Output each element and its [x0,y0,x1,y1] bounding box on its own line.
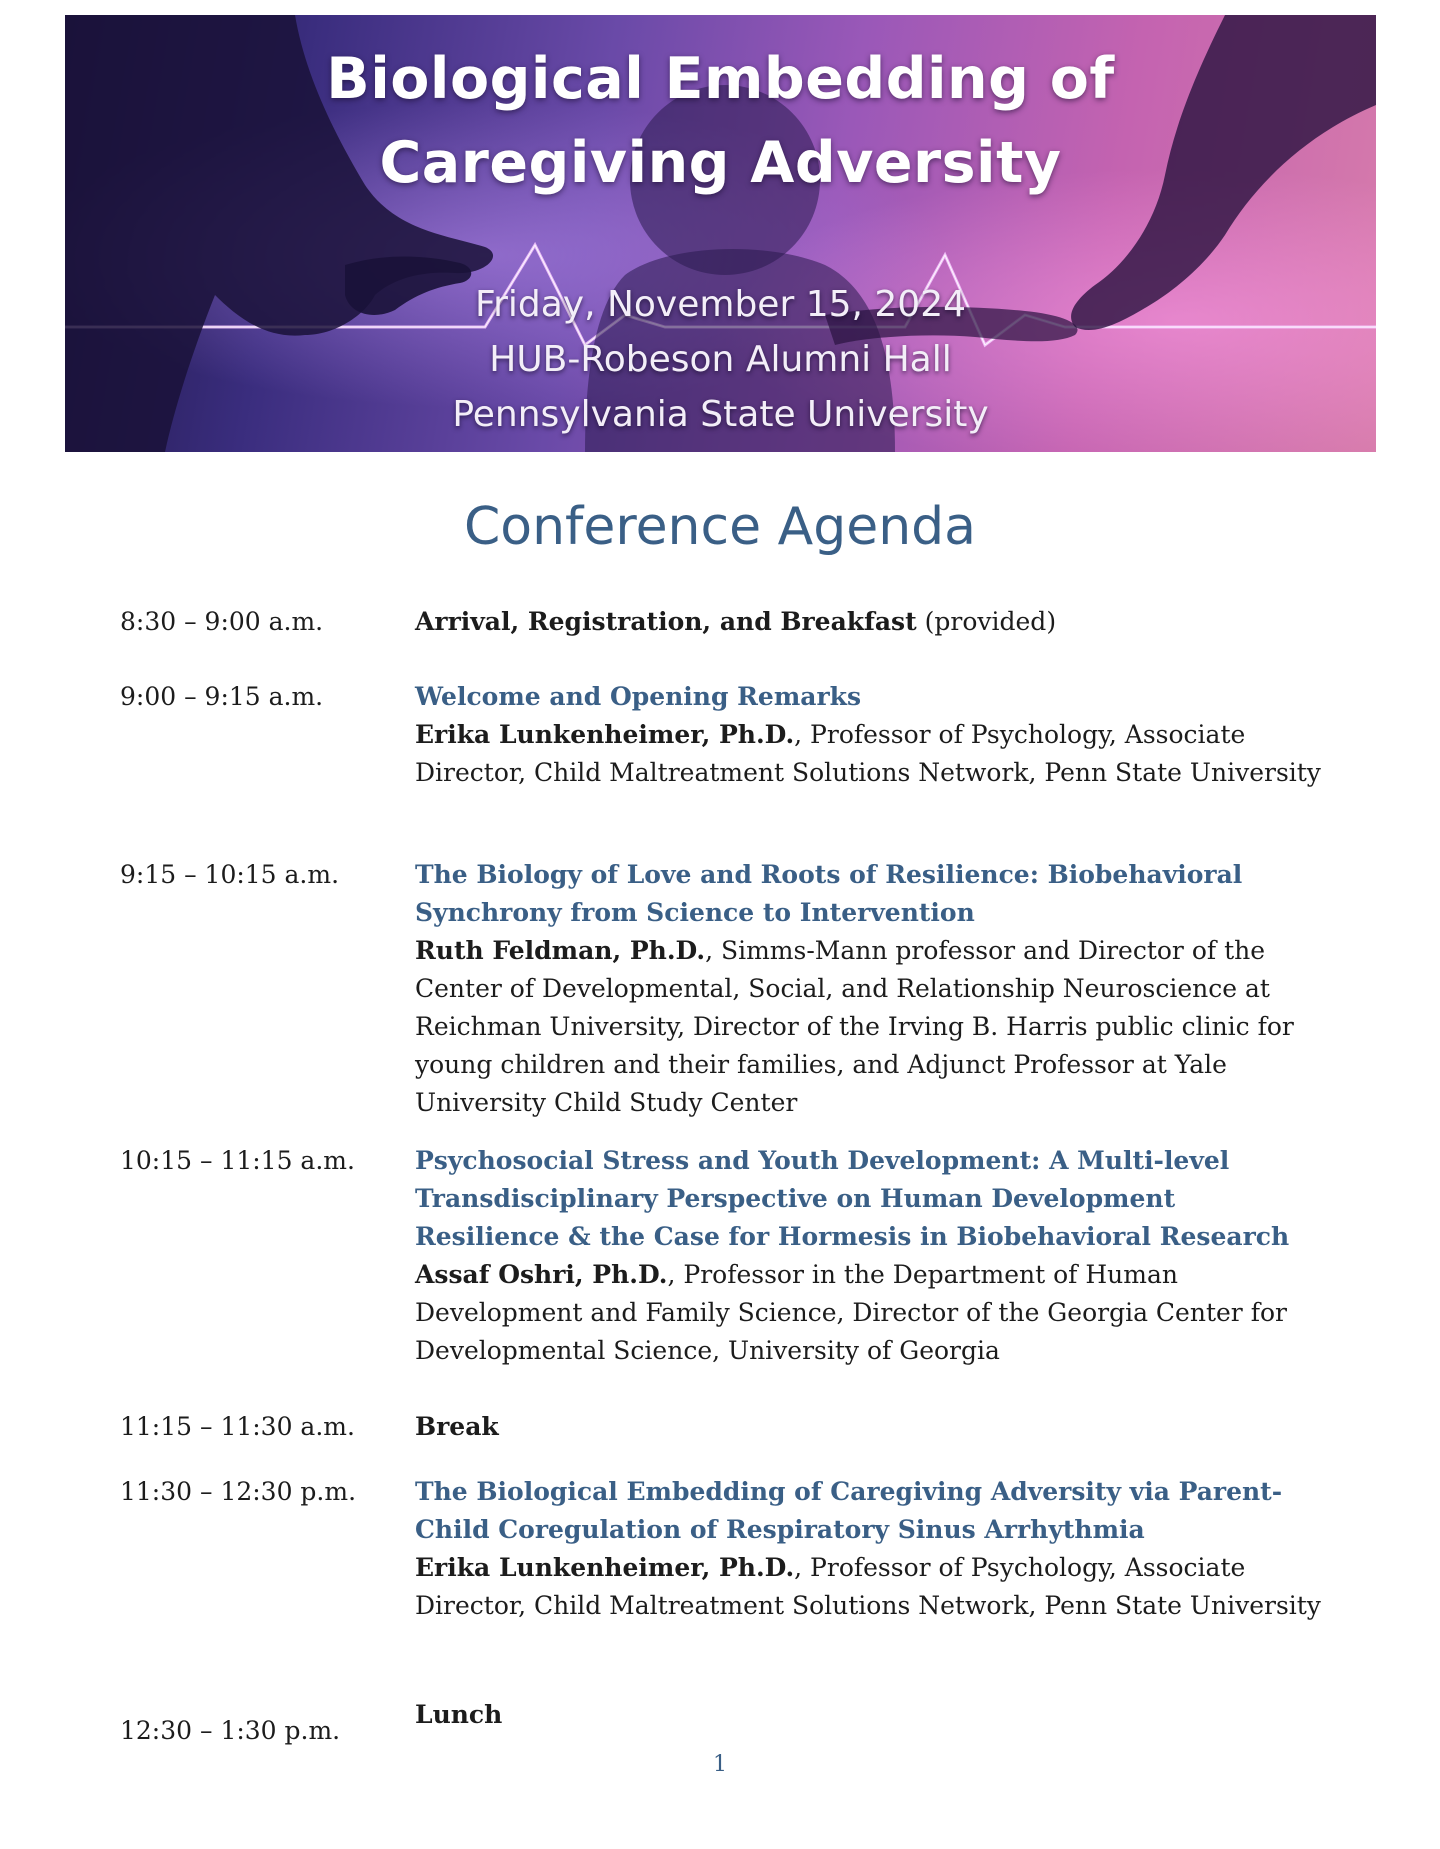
agenda-note: (provided) [916,607,1057,636]
event-title [65,37,1376,205]
agenda-speaker [415,1256,1325,1370]
event-banner [65,15,1376,452]
page-title: Conference Agenda [463,497,977,557]
event-title-line2: Caregiving Adversity [379,130,1062,196]
speaker-affiliation: , Professor of Psychology, Associate Director, Child Maltreatment Solutions Network, Penn State University [415,720,1321,787]
agenda-title: Welcome and Opening Remarks [415,682,862,711]
agenda-time: 8:30 – 9:00 a.m. [120,607,324,636]
agenda-content [415,1142,1325,1370]
agenda-title: Break [415,1412,499,1441]
event-institution: Pennsylvania State University [452,394,989,435]
agenda-content [415,678,1325,792]
agenda-content [415,1696,1325,1734]
page-number: 1 [713,1752,727,1777]
speaker-name: Erika Lunkenheimer, Ph.D. [415,720,795,749]
speaker-name: Assaf Oshri, Ph.D. [415,1260,668,1289]
speaker-name: Ruth Feldman, Ph.D. [415,936,706,965]
event-title-line1: Biological Embedding of [326,46,1115,112]
event-details [65,277,1376,442]
agenda-title: Arrival, Registration, and Breakfast [415,607,917,636]
agenda-title: Lunch [415,1700,503,1729]
agenda-content [415,856,1325,1122]
agenda-title: The Biological Embedding of Caregiving Adversity via Parent-Child Coregulation of Respiratory Sinus Arrhythmia [415,1477,1283,1544]
speaker-affiliation: , Simms-Mann professor and Director of the Center of Developmental, Social, and Relationship Neuroscience at Reichman University, Director of the Irving B. Harris public clinic for young children and their families, and Adjunct Professor at Yale University Child Study Center [415,936,1294,1117]
speaker-affiliation: , Professor of Psychology, Associate Director, Child Maltreatment Solutions Network, Penn State University [415,1553,1321,1620]
event-venue: HUB-Robeson Alumni Hall [489,339,952,380]
agenda-time: 9:15 – 10:15 a.m. [120,860,340,889]
agenda-time: 12:30 – 1:30 p.m. [120,1716,341,1745]
agenda-speaker [415,716,1325,792]
agenda-content [415,1408,1325,1446]
agenda-title: The Biology of Love and Roots of Resilience: Biobehavioral Synchrony from Science to Intervention [415,860,1243,927]
agenda-speaker [415,932,1325,1122]
agenda-time: 11:15 – 11:30 a.m. [120,1412,355,1441]
agenda-content [415,603,1325,641]
speaker-affiliation: , Professor in the Department of Human Development and Family Science, Director of the Georgia Center for Developmental Science, University of Georgia [415,1260,1287,1365]
agenda-time: 9:00 – 9:15 a.m. [120,682,324,711]
agenda-speaker [415,1549,1325,1625]
agenda-title: Psychosocial Stress and Youth Development: A Multi-level Transdisciplinary Perspective on Human Development Resilience & the Case for Hormesis in Biobehavioral Research [415,1146,1290,1251]
agenda-time: 10:15 – 11:15 a.m. [120,1146,355,1175]
event-date: Friday, November 15, 2024 [474,284,967,325]
speaker-name: Erika Lunkenheimer, Ph.D. [415,1553,795,1582]
agenda-time: 11:30 – 12:30 p.m. [120,1477,357,1506]
agenda-content [415,1473,1325,1625]
